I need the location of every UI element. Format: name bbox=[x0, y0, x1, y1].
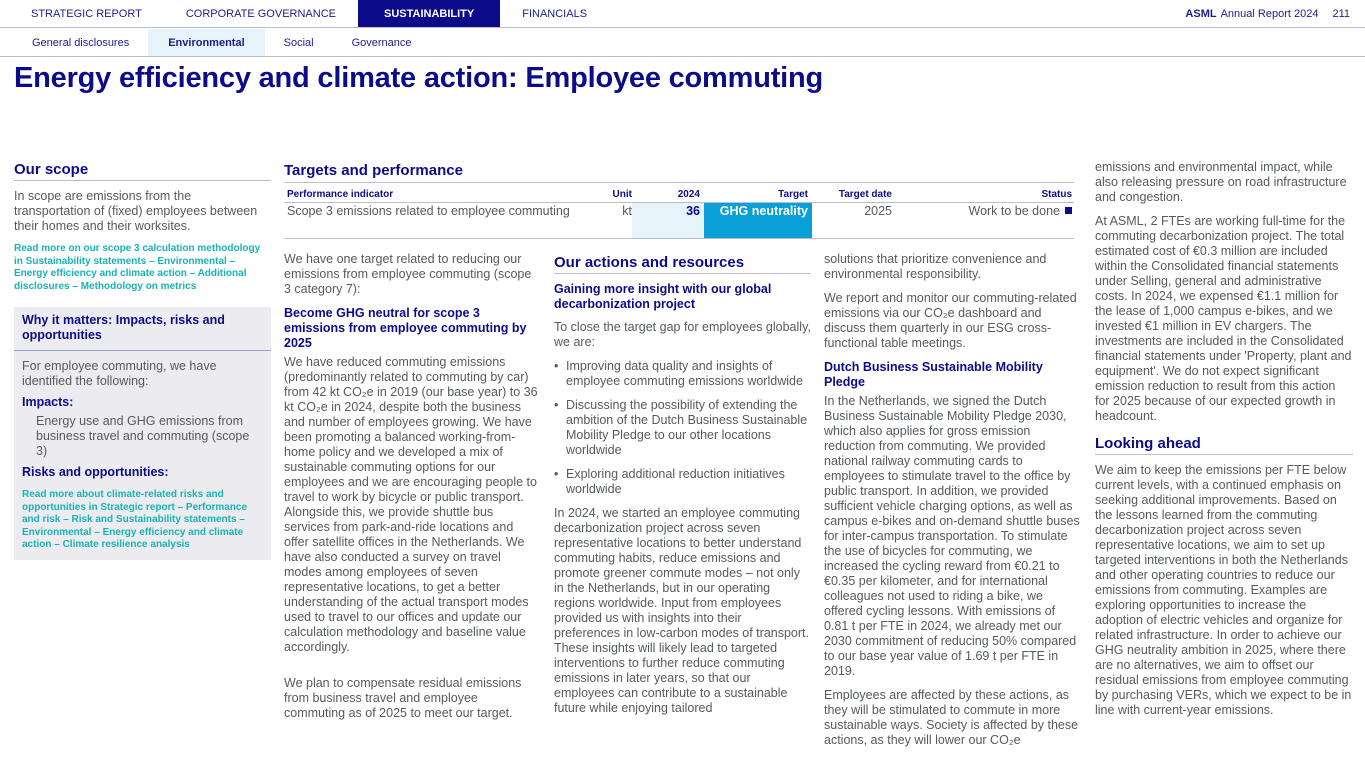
table-row bbox=[284, 203, 1074, 239]
list-item: • Improving data quality and insights of employee commuting emissions worldwide bbox=[554, 359, 811, 389]
tab-strategic-report[interactable]: STRATEGIC REPORT bbox=[31, 7, 142, 20]
col-2024: 2024 bbox=[677, 188, 700, 200]
risks-label: Risks and opportunities: bbox=[22, 465, 169, 479]
targets-progress-text: We have reduced commuting emissions (predominantly related to commuting by car) from 42 kt CO₂e in 2019 (our base year) to 36 kt CO₂e in 2024, despite both the business and number of employees growing. We have been promoting a balanced working-from-home policy and we developed a mix of sustainable commuting options for our employees and we are encouraging people to travel to work by bicycle or public transport. Alongside this, we provide shuttle bus services from park-and-ride locations and offer satellite offices in the Netherlands. We have also conducted a survey on travel modes among employees of seven representative locations, to get a better understanding of the actual transport modes used to travel to our offices and update our calculation methodology and baseline value accordingly. bbox=[284, 355, 538, 654]
brand-name: ASML bbox=[1185, 7, 1217, 20]
why-it-matters-box bbox=[14, 307, 271, 560]
mobility-pledge-subheading: Dutch Business Sustainable Mobility Pledge bbox=[824, 360, 1043, 389]
tab-sustainability[interactable]: SUSTAINABILITY bbox=[358, 0, 500, 27]
table-header bbox=[284, 186, 1074, 203]
actions-column bbox=[554, 255, 811, 725]
targets-text-column bbox=[284, 252, 541, 730]
tab-corporate-governance[interactable]: CORPORATE GOVERNANCE bbox=[185, 7, 336, 20]
target-subheading: Become GHG neutral for scope 3 emissions from employee commuting by 2025 bbox=[284, 306, 527, 350]
global-decarbonization-subheading: Gaining more insight with our global decarbonization project bbox=[554, 282, 772, 311]
scope-text: In scope are emissions from the transportation of (fixed) employees between their homes and their worksites. bbox=[14, 189, 258, 233]
target-date-cell: 2025 bbox=[864, 204, 892, 218]
page-title: Energy efficiency and climate action: Employee commuting bbox=[14, 62, 824, 94]
sub-navigation bbox=[0, 29, 1365, 57]
performance-table bbox=[284, 186, 1074, 239]
target-cell: GHG neutrality bbox=[704, 203, 812, 238]
actions-intro: To close the target gap for employees globally, we are: bbox=[554, 320, 811, 349]
status-text: Work to be done bbox=[968, 204, 1060, 218]
list-item: • Discussing the possibility of extending the ambition of the Dutch Business Sustainable Mobility Pledge to our other locations worldwide bbox=[554, 398, 811, 458]
list-item: • Exploring additional reduction initiatives worldwide bbox=[554, 467, 811, 497]
impacts-label: Impacts: bbox=[22, 395, 74, 409]
climate-risks-link[interactable]: Read more about climate-related risks and opportunities in Strategic report – Performance and risk – Risk and Sustainability statements – Environmental – Energy efficiency and climate action – Climate resilience analysis bbox=[22, 489, 248, 550]
actions-list bbox=[554, 359, 811, 497]
top-navigation bbox=[0, 0, 1365, 28]
report-info bbox=[1185, 0, 1365, 27]
unit-cell: kt bbox=[622, 204, 632, 218]
targets-section bbox=[284, 162, 1074, 183]
subtab-social[interactable]: Social bbox=[283, 36, 314, 49]
scope-methodology-link[interactable]: Read more on our scope 3 calculation methodology in Sustainability statements – Environmental – Energy efficiency and climate action – Additional disclosures – Methodology on metrics bbox=[14, 243, 261, 292]
affected-stakeholders-text: Employees are affected by these actions, as they will be stimulated to commute in more sustainable ways. Society is affected by these actions, as they will lower our CO₂e bbox=[824, 688, 1079, 747]
looking-ahead-column bbox=[1095, 160, 1353, 727]
actions-column-continued bbox=[824, 252, 1081, 757]
targets-compensation-text: We plan to compensate residual emissions from business travel and employee commuting as of 2025 to meet our target. bbox=[284, 676, 522, 720]
scope-column bbox=[14, 162, 271, 560]
mobility-pledge-text: In the Netherlands, we signed the Dutch Business Sustainable Mobility Pledge 2030, which also applies for gross emission reduction from commuting. We provided national railway commuting cards to employees to stimulate travel to the office by public transport. In addition, we provided sufficient vehicle charging options, as well as campus e-bikes and on-demand shuttle buses for inter-campus transportation. To stimulate the use of bicycles for commuting, we increased the cycling reward from €0.21 to €0.35 per kilometer, and for international colleagues not used to riding a bike, we offered cycling lessons. With emissions of 0.81 t per FTE in 2024, we already met our 2030 commitment of reducing 50% compared to our base year value of 1.69 t per FTE in 2019. bbox=[824, 394, 1080, 678]
targets-intro: We have one target related to reducing our emissions from employee commuting (scope 3 category 7): bbox=[284, 252, 532, 296]
why-it-matters-intro: For employee commuting, we have identified the following: bbox=[22, 359, 217, 388]
tab-financials[interactable]: FINANCIALS bbox=[522, 7, 588, 20]
resources-text: At ASML, 2 FTEs are working full-time for the commuting decarbonization project. The total estimated cost of €0.3 million are included within the Consolidated financial statements under Selling, general and administrative costs. In 2024, we expensed €1.1 million for the lease of 1,000 campus e-bikes, and we invested €1 million in EV chargers. The investments are included in the Consolidated financial statements under 'Property, plant and equipment'. We do not expect significant emission reduction to result from this action for 2025 because of our expected growth in headcount. bbox=[1095, 214, 1352, 423]
col-performance-indicator: Performance indicator bbox=[287, 188, 394, 200]
indicator-cell: Scope 3 emissions related to employee commuting bbox=[287, 204, 570, 218]
actions-heading: Our actions and resources bbox=[554, 255, 811, 274]
decarbonization-project-text: In 2024, we started an employee commuting decarbonization project across seven representative locations to better understand commuting habits, reduce emissions and promote greener commute modes – not only in the Netherlands, but in our operating regions worldwide. Input from employees provided us with insights into their preferences in low-carbon modes of transport. These insights will likely lead to targeted interventions to further reduce commuting emissions in later years, so that our employees can contribute to a sustainable future while enjoying tailored bbox=[554, 506, 809, 715]
looking-ahead-heading: Looking ahead bbox=[1095, 436, 1353, 455]
status-square-icon bbox=[1065, 207, 1072, 214]
col-status: Status bbox=[1041, 188, 1072, 200]
col-unit: Unit bbox=[612, 188, 632, 200]
targets-heading: Targets and performance bbox=[284, 162, 1074, 183]
status-cell bbox=[892, 203, 1074, 238]
subtab-governance[interactable]: Governance bbox=[351, 36, 412, 49]
value-2024-cell: 36 bbox=[632, 203, 704, 238]
subtab-environmental[interactable]: Environmental bbox=[148, 29, 264, 56]
scope-heading: Our scope bbox=[14, 162, 271, 181]
actions-continued-text: solutions that prioritize convenience and environmental responsibility. bbox=[824, 252, 1047, 281]
col-target-date: Target date bbox=[838, 188, 892, 200]
report-name: Annual Report 2024 bbox=[1220, 7, 1319, 20]
col-target: Target bbox=[778, 188, 808, 200]
why-it-matters-heading: Why it matters: Impacts, risks and opportunities bbox=[14, 313, 271, 351]
impacts-text: Energy use and GHG emissions from business travel and commuting (scope 3) bbox=[36, 414, 250, 458]
looking-ahead-text: We aim to keep the emissions per FTE below current levels, with a continued emphasis on seeking additional improvements. Based on the lessons learned from the commuting decarbonization project across seven representative locations, we aim to set up targeted interventions in both the Netherlands and other operating countries to reduce our emissions from commuting. Examples are exploring opportunities to increase the adoption of electric vehicles and organize for related infrastructure. In order to achieve our GHG neutrality ambition in 2025, where there are no alternatives, we aim to offset our residual emissions from employee commuting by purchasing VERs, which we expect to be in line with current-year emissions. bbox=[1095, 463, 1352, 717]
page-number: 211 bbox=[1332, 7, 1350, 20]
monitoring-text: We report and monitor our commuting-related emissions via our CO₂e dashboard and discuss them quarterly in our ESG cross-functional table meetings. bbox=[824, 291, 1077, 350]
impact-continued-text: emissions and environmental impact, while also releasing pressure on road infrastructure and congestion. bbox=[1095, 160, 1347, 204]
subtab-general-disclosures[interactable]: General disclosures bbox=[32, 36, 130, 49]
